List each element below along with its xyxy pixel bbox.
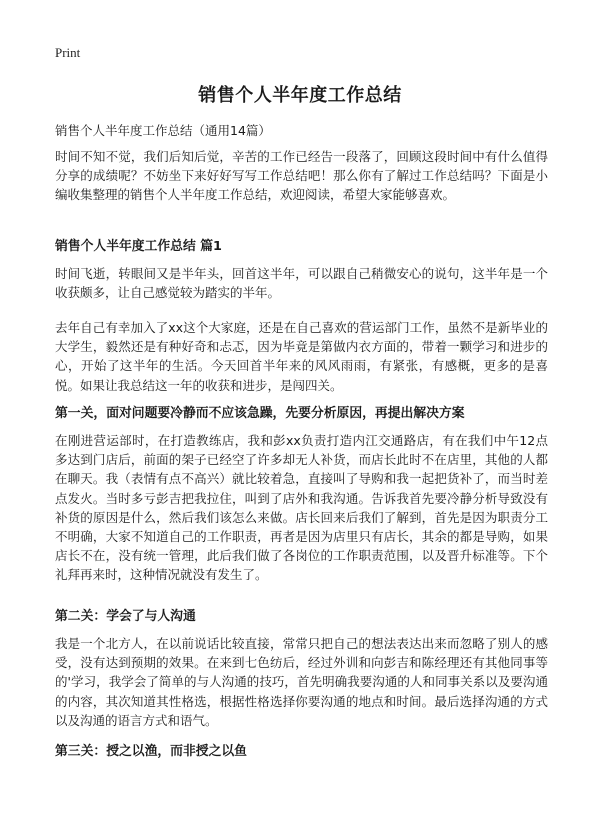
paragraph-4: 我是一个北方人，在以前说话比较直接，常常只把自己的想法表达出来而忽略了别人的感受，没有达到预期的效果。在来到七色纺后，经过外训和向彭吉和陈经理还有其他同事等的'学习，我学会了简单的与人沟通的技巧，首先明确我要沟通的人和同事关系以及要沟通的内容，其次知道其性格选，根据性格选择你要沟通的地点和时间。最后选择沟通的方式以及沟通的语言方式和语气。 — [55, 636, 548, 728]
intro-paragraph: 时间不知不觉，我们后知后觉，辛苦的工作已经告一段落了，回顾这段时间中有什么值得分享的成绩呢？不妨坐下来好好写写工作总结吧！那么你有了解过工作总结吗？下面是小编收集整理的销售个人半年度工作总结，欢迎阅读，希望大家能够喜欢。 — [55, 149, 548, 203]
print-link[interactable]: Print — [55, 45, 81, 60]
subheading-3: 第三关：授之以渔，而非授之以鱼 — [55, 744, 247, 759]
page-title: 销售个人半年度工作总结 — [198, 85, 402, 106]
subheading-2: 第二关：学会了与人沟通 — [55, 609, 196, 624]
paragraph-1: 时间飞逝，转眼间又是半年头，回首这半年，可以跟自己稍微安心的说句，这半年是一个收获颇多，让自己感觉较为踏实的半年。 — [55, 266, 548, 301]
paragraph-2: 去年自己有幸加入了xx这个大家庭，还是在自己喜欢的营运部门工作，虽然不是新毕业的大学生，毅然还是有种好奇和忐忑，因为毕竟是第做内衣方面的，带着一颗学习和进步的心，开始了这半年的生活。今天回首半年来的风风雨雨，有紧张，有感概，更多的是喜悦。如果让我总结这一年的收获和进步，是闯四关。 — [55, 320, 548, 393]
paragraph-3: 在刚进营运部时，在打造教练店，我和彭xx负责打造内江交通路店，有在我们中午12点多达到门店后，前面的架子已经空了许多却无人补货，而店长此时不在店里，其他的人都在聊天。我（表情有点不高兴）就比较着急，直接叫了导购和我一起把货补了，而当时差点发火。当时多亏彭吉把我拉住，叫到了店外和我沟通。告诉我首先要冷静分析导致没有补货的原因是什么，然后我们该怎么来做。店长回来后我们了解到，首先是因为职责分工不明确，大家不知道自己的工作职责，再者是因为店里只有店长，其余的都是导购，如果店长不在，没有统一管理，此后我们做了各岗位的工作职责范围，以及晋升标准等。下个礼拜再来时，这种情况就没有发生了。 — [55, 433, 548, 583]
document-subtitle: 销售个人半年度工作总结（通用14篇） — [55, 123, 271, 138]
section-heading: 销售个人半年度工作总结 篇1 — [55, 239, 222, 254]
subheading-1: 第一关，面对问题要冷静而不应该急躁，先要分析原因，再提出解决方案 — [55, 406, 465, 421]
